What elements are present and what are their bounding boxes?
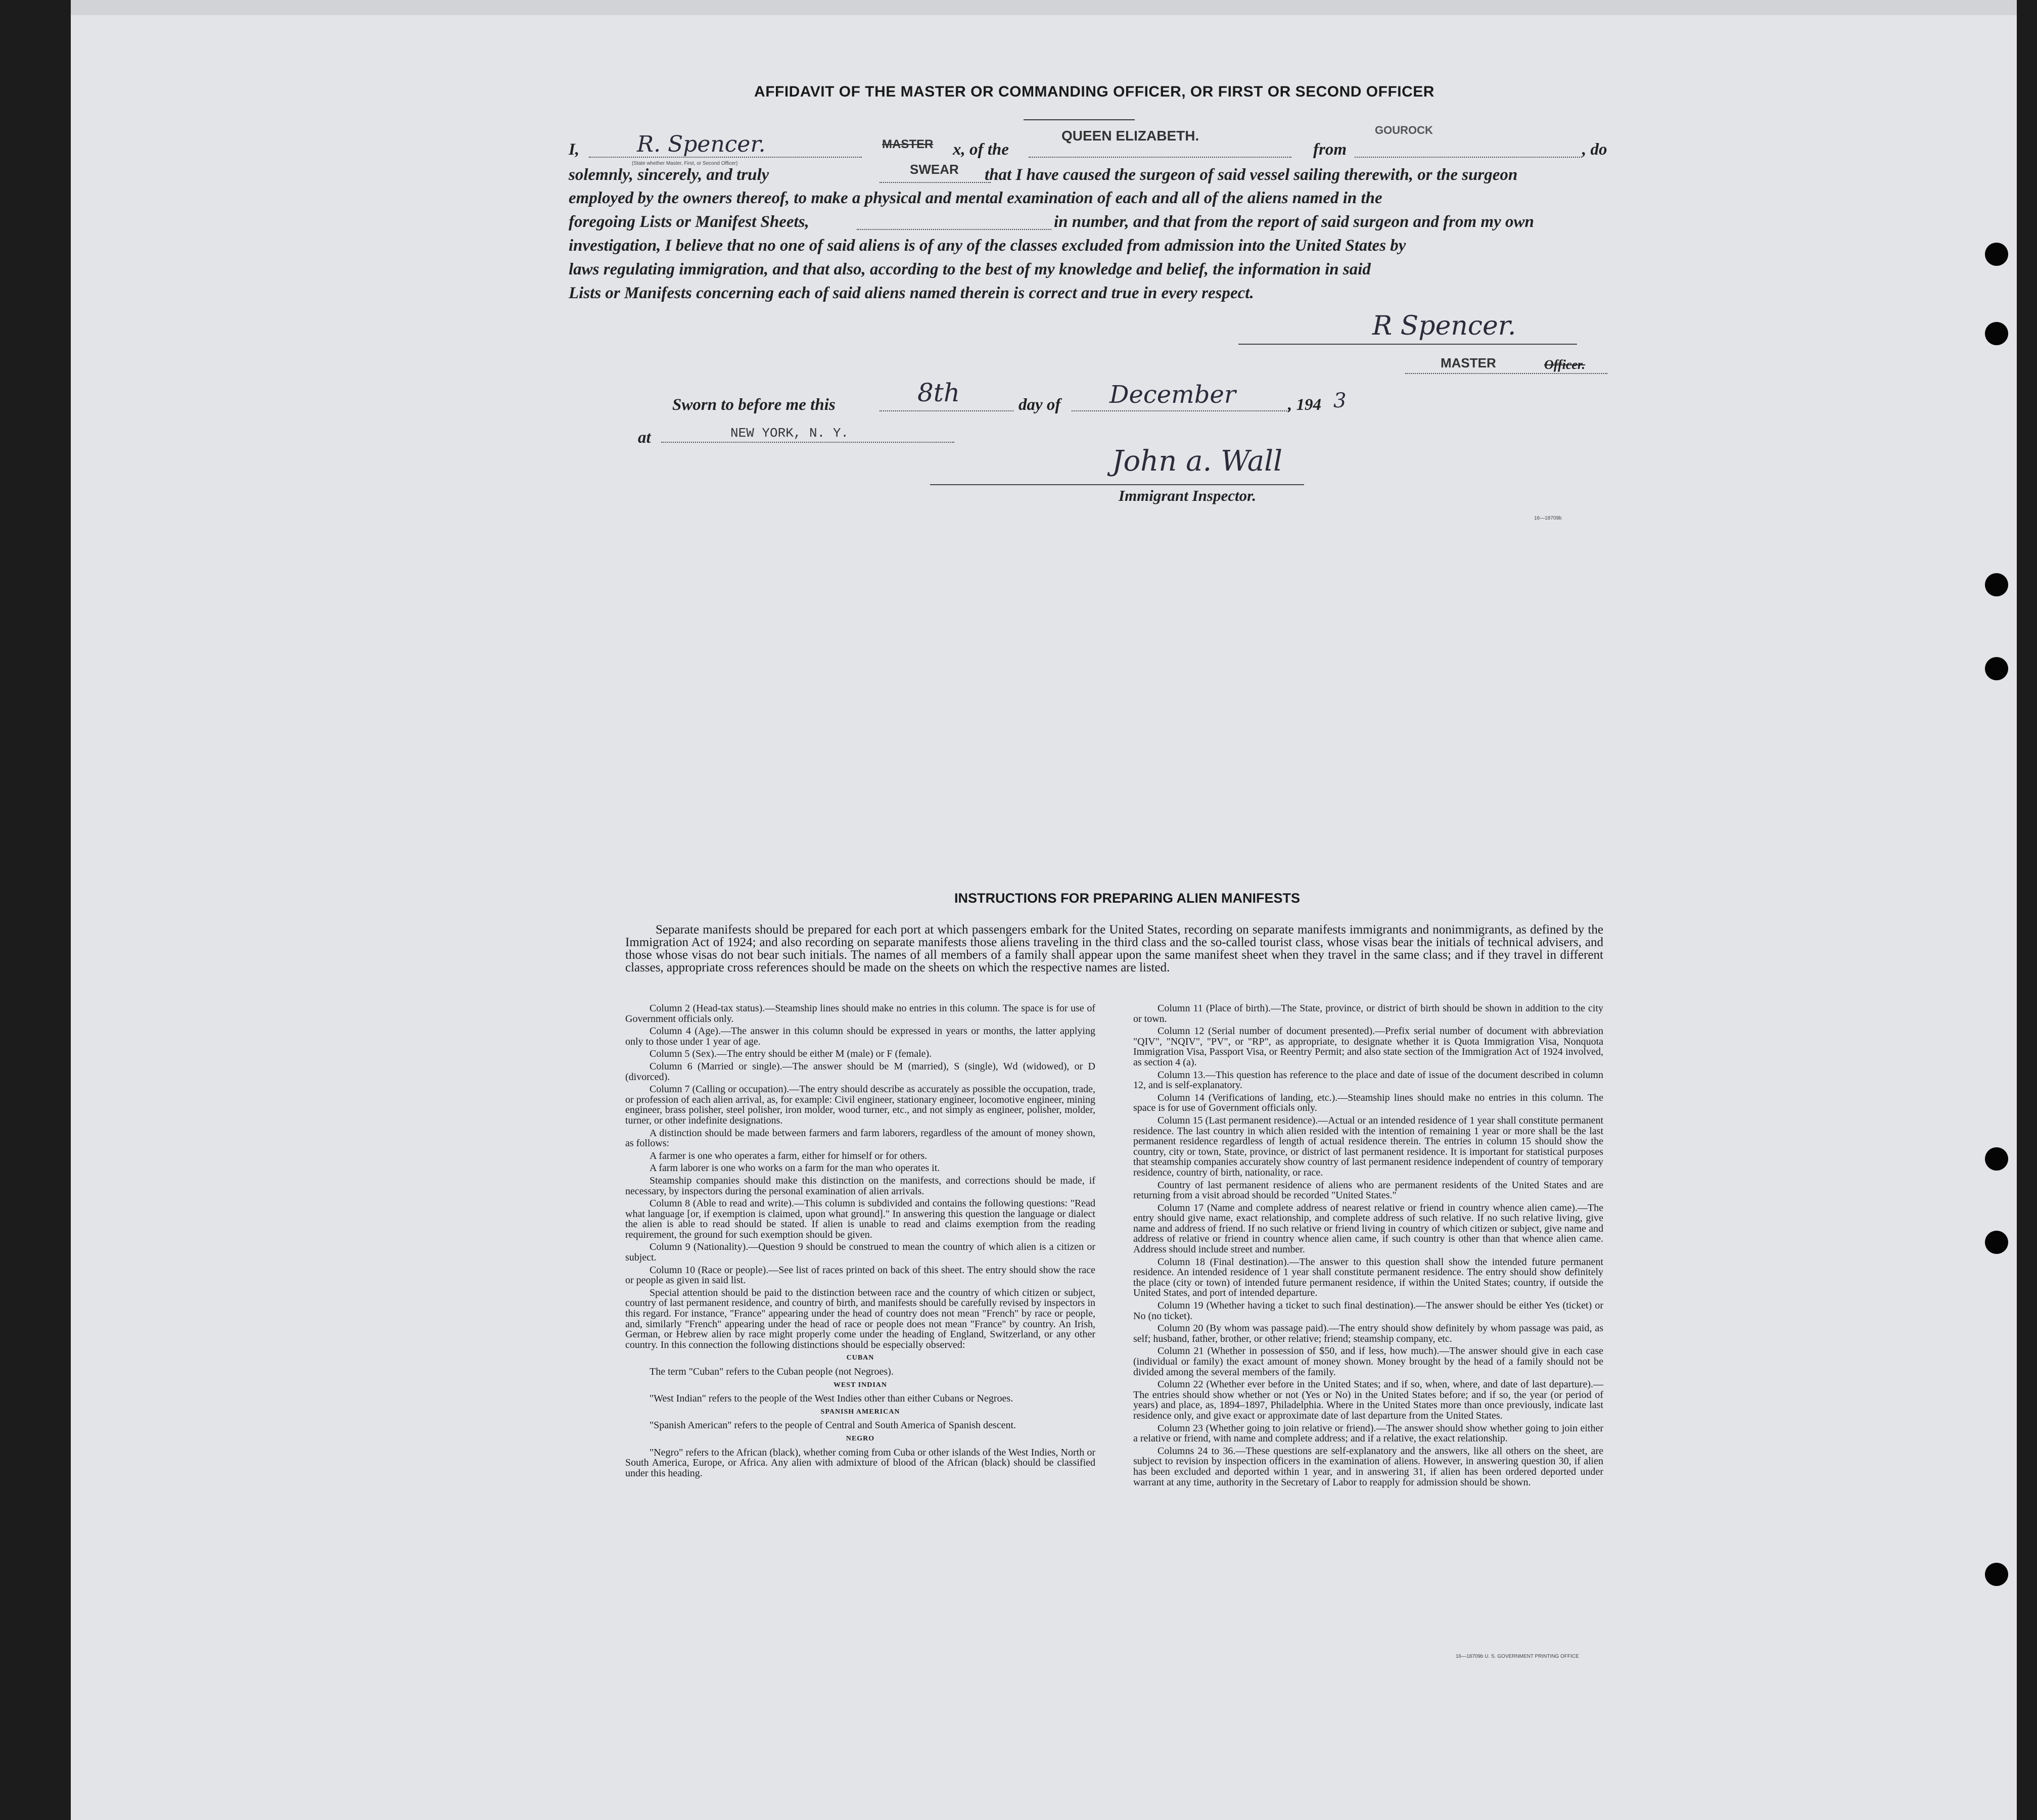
master-signature: R Spencer. — [1372, 311, 1516, 341]
swear-stamp: SWEAR — [910, 162, 959, 177]
affidavit-title: AFFIDAVIT OF THE MASTER OR COMMANDING OFFICER, OR FIRST OR SECOND OFFICER — [754, 83, 1434, 100]
binder-hole — [1985, 322, 2008, 345]
do-label: , do — [1582, 141, 1607, 159]
state-whether-note: (State whether Master, First, or Second Officer) — [632, 161, 738, 166]
affidavit-line-1: I, — [569, 141, 580, 159]
line-2-suffix: that I have caused the surgeon of said vessel sailing therewith, or the surgeon — [985, 166, 1518, 184]
sworn-place: NEW YORK, N. Y. — [730, 426, 849, 441]
signature-title-line — [1405, 373, 1607, 374]
instructions-left-column — [625, 1003, 1095, 1480]
document-page — [71, 0, 2017, 1820]
instruction-paragraph: Column 5 (Sex).—The entry should be either M (male) or F (female). — [650, 1048, 932, 1060]
vessel-name-stamp: QUEEN ELIZABETH. — [1061, 128, 1199, 144]
sworn-day: 8th — [917, 378, 960, 407]
west-indian-text: "West Indian" refers to the people of the West Indies other than either Cubans or Negroes. — [650, 1393, 1013, 1405]
heading-cuban: CUBAN — [846, 1354, 874, 1362]
heading-negro: NEGRO — [846, 1434, 875, 1442]
instruction-paragraph: A farmer is one who operates a farm, either for himself or for others. — [650, 1150, 928, 1161]
officer-struck: Officer. — [1544, 357, 1586, 372]
master-signature-line — [1238, 344, 1577, 345]
instruction-paragraph: Column 18 (Final destination).—The answer to this question shall show the intended future permanent residence. An intended residence of 1 year shall constitute permanent residence. The entry should show definitely the place (city or town) of intended future permanent residence, if within the United States; country, if outside the United States, and port of intended departure. — [1133, 1256, 1603, 1299]
instruction-paragraph: Column 20 (By whom was passage paid).—The entry should show definitely by whom passage was paid, as self; husband, father, brother, or other relative; friend; steamship company, etc. — [1133, 1323, 1603, 1344]
instruction-paragraph: Column 21 (Whether in possession of $50, and if less, how much).—The answer should give in each case (individual or family) the exact amount of money shown. Money brought by the head of a family should not be divided among the several members of the family. — [1133, 1345, 1603, 1378]
instruction-paragraph: Column 13.—This question has reference to the place and date of issue of the document described in column 12, and is self-explanatory. — [1133, 1069, 1603, 1091]
instruction-paragraph: Column 17 (Name and complete address of nearest relative or friend in country whence alien came).—The entry should give name, exact relationship, and complete address of such relative. If no such relative living, give name and address of friend. If no such relative or friend living in country of which citizen or subject, give name and address of relative or friend in country whence alien came, if such country is other than that whence alien came. Address should include street and number. — [1133, 1202, 1603, 1255]
instruction-paragraph: Column 12 (Serial number of document presented).—Prefix serial number of document with abbreviation "QIV", "NQIV", "PV", or "RP", as appropriate, to designate whether it is Quota Immigration Visa, Nonquota Immigration Visa, Passport Visa, or Reentry Permit; and also state section of the Immigration Act of 1924 involved, as section 4 (a). — [1133, 1025, 1603, 1068]
page-top-edge — [71, 0, 2017, 15]
sworn-month: December — [1109, 381, 1236, 409]
line-4-prefix: foregoing Lists or Manifest Sheets, — [569, 213, 809, 231]
negro-text: "Negro" refers to the African (black), whether coming from Cuba or other islands of the West Indies, North or South America, Europe, or Africa. Any alien with admixture of blood of the African (black) should be classified under this heading. — [625, 1446, 1095, 1479]
place-blank — [661, 442, 954, 443]
port-blank — [1355, 157, 1582, 158]
binder-hole — [1985, 573, 2008, 596]
master-title-stamp: MASTER — [882, 137, 934, 151]
month-blank — [1072, 410, 1289, 411]
instruction-paragraph: Special attention should be paid to the distinction between race and the country of which citizen or subject, country of last permanent residence, and country of birth, and manifests should be carefully revised by inspectors in this regard. For instance, "France" appearing under the head of country does not mean "French" by race or people, and, similarly "French" appearing under the head of race or people does not mean "France" by country. An Irish, German, or Hebrew alien by race might properly come under the heading of England, Switzerland, or any other country. In this connection the following distinctions should be especially observed: — [625, 1287, 1095, 1350]
inspector-signature-line — [930, 484, 1304, 485]
title-rule — [1024, 119, 1135, 120]
instruction-paragraph: Column 8 (Able to read and write).—This column is subdivided and contains the following questions: "Read what language [or, if exemption is claimed, upon what ground]." In answering this question the language or dialect the alien is able to read should be stated. If alien is unable to read and claims exemption from the reading requirement, the ground for such exemption should be given. — [625, 1198, 1095, 1240]
of-the-label: x, of the — [953, 141, 1009, 159]
instruction-paragraph: Column 15 (Last permanent residence).—Actual or an intended residence of 1 year shall constitute permanent residence. The last country in which alien resided with the intention of remaining 1 year or more shall be the last permanent residence regardless of length of actual residence therein. The entries in column 15 should show the country, city or town, State, province, or district of last permanent residence. It is important for statistical purposes that steamship companies accurately show country of last permanent residence independent of country of temporary residence, country of birth, nationality, or race. — [1133, 1114, 1603, 1178]
instructions-right-column — [1133, 1003, 1603, 1489]
affidavit-line-5: investigation, I believe that no one of said aliens is of any of the classes excluded from admission into the United States by — [569, 237, 1406, 255]
line-4-suffix: in number, and that from the report of said surgeon and from my own — [1054, 213, 1534, 231]
master-name-handwritten: R. Spencer. — [637, 131, 766, 157]
swear-blank — [879, 182, 991, 183]
instruction-paragraph: A farm laborer is one who works on a farm for the man who operates it. — [650, 1162, 940, 1174]
heading-spanish-american: SPANISH AMERICAN — [820, 1408, 900, 1416]
sworn-label: Sworn to before me this — [672, 396, 836, 414]
instruction-paragraph: Country of last permanent residence of aliens who are permanent residents of the United States and are returning from a visit abroad should be recorded "United States." — [1133, 1179, 1603, 1201]
form-number: 16—18709b — [1534, 516, 1562, 521]
binder-hole — [1985, 1563, 2008, 1586]
from-label: from — [1313, 141, 1347, 159]
instructions-intro: Separate manifests should be prepared for each port at which passengers embark for the United States, recording on separate manifests immigrants and nonimmigrants, as defined by the Immigration Act of 1924; and also recording on separate manifests those aliens traveling in the third class and the so-called tourist class, whose visas bear the initials of technical advisers, and those whose visas do not bear such initials. The names of all members of a family shall appear upon the same manifest sheet when they travel in the same class; and if they travel in different classes, appropriate cross references should be made on the sheets on which the respective names are listed. — [625, 923, 1603, 974]
heading-west-indian: WEST INDIAN — [833, 1381, 888, 1389]
affidavit-line-3: employed by the owners thereof, to make a physical and mental examination of each and all of the aliens named in the — [569, 189, 1382, 207]
binder-hole — [1985, 243, 2008, 266]
number-blank — [857, 229, 1051, 230]
port-stamp: GOUROCK — [1375, 124, 1433, 136]
instruction-paragraph: Column 22 (Whether ever before in the United States; and if so, when, where, and date of last departure).—The entries should show whether or not (Yes or No) in the United States before; and if so, the year (or period of years) and place, as, 1894–1897, Philadelphia. Where in the United States more than once previously, indicate last residence only, and give exact or approximate date of last departure from the United States. — [1133, 1379, 1603, 1421]
instruction-paragraph: Columns 24 to 36.—These questions are self-explanatory and the answers, like all others on the sheet, are subject to revision by inspection officers in the examination of aliens. However, in answering question 30, if alien has been excluded and deported within 1 year, and in answering 31, if alien has been ordered deported under warrant at any time, authority in the Secretary of Labor to reapply for admission should be shown. — [1133, 1445, 1603, 1488]
affidavit-line-7: Lists or Manifests concerning each of said aliens named therein is correct and true in every respect. — [569, 284, 1254, 302]
year-prefix: , 194 — [1288, 396, 1321, 414]
cuban-text: The term "Cuban" refers to the Cuban people (not Negroes). — [650, 1366, 894, 1377]
instruction-paragraph: Steamship companies should make this distinction on the manifests, and corrections should be made, if necessary, by inspectors during the personal examination of alien arrivals. — [625, 1175, 1095, 1197]
binder-hole — [1985, 1231, 2008, 1254]
instruction-paragraph: A distinction should be made between farmers and farm laborers, regardless of the amount of money shown, as follows: — [625, 1127, 1095, 1149]
master-signature-title: MASTER — [1441, 355, 1496, 370]
inspector-title: Immigrant Inspector. — [1119, 487, 1257, 504]
instruction-paragraph: Column 4 (Age).—The answer in this column should be expressed in years or months, the latter applying only to those under 1 year of age. — [625, 1025, 1095, 1047]
printing-office-footer: 16—18709b U. S. GOVERNMENT PRINTING OFFICE — [1456, 1654, 1579, 1659]
vessel-blank — [1029, 157, 1291, 158]
binder-hole — [1985, 657, 2008, 680]
inspector-signature: John a. Wall — [1112, 445, 1282, 478]
instruction-paragraph: Column 10 (Race or people).—See list of races printed on back of this sheet. The entry should show the race or people as given in said list. — [625, 1264, 1095, 1286]
day-blank — [879, 410, 1013, 411]
instruction-paragraph: Column 19 (Whether having a ticket to such final destination).—The answer should be either Yes (ticket) or No (no ticket). — [1133, 1300, 1603, 1322]
spanish-american-text: "Spanish American" refers to the people of Central and South America of Spanish descent. — [650, 1420, 1016, 1431]
instruction-paragraph: Column 9 (Nationality).—Question 9 should be construed to mean the country of which alien is a citizen or subject. — [625, 1241, 1095, 1264]
day-of-label: day of — [1018, 396, 1061, 414]
at-label: at — [638, 429, 651, 447]
affidavit-line-6: laws regulating immigration, and that also, according to the best of my knowledge and belief, the information in said — [569, 260, 1371, 278]
instruction-paragraph: Column 6 (Married or single).—The answer should be M (married), S (single), Wd (widowed), or D (divorced). — [625, 1060, 1095, 1083]
instruction-paragraph: Column 23 (Whether going to join relative or friend).—The answer should show whether going to join either a relative or friend, with name and complete address; and if a relative, the exact relationship. — [1133, 1422, 1603, 1444]
instruction-paragraph: Column 11 (Place of birth).—The State, province, or district of birth should be shown in addition to the city or town. — [1133, 1003, 1603, 1024]
instructions-title: INSTRUCTIONS FOR PREPARING ALIEN MANIFESTS — [954, 891, 1301, 906]
instruction-paragraph: Column 2 (Head-tax status).—Steamship lines should make no entries in this column. The space is for use of Government officials only. — [625, 1003, 1095, 1024]
instruction-paragraph: Column 7 (Calling or occupation).—The entry should describe as accurately as possible the occupation, trade, or profession of each alien arrival, as, for example: Civil engineer, stationary engineer, locomotive engineer, mining engineer, brass polisher, steel polisher, iron molder, wood turner, etc., and not simply as engineer, polisher, molder, turner, or other indefinite designations. — [625, 1084, 1095, 1126]
line-2-prefix: solemnly, sincerely, and truly — [569, 166, 769, 184]
instruction-paragraph: Column 14 (Verifications of landing, etc.).—Steamship lines should make no entries in this column. The space is for use of Government officials only. — [1133, 1092, 1603, 1114]
year-digit: 3 — [1333, 389, 1347, 412]
binder-hole — [1985, 1147, 2008, 1171]
